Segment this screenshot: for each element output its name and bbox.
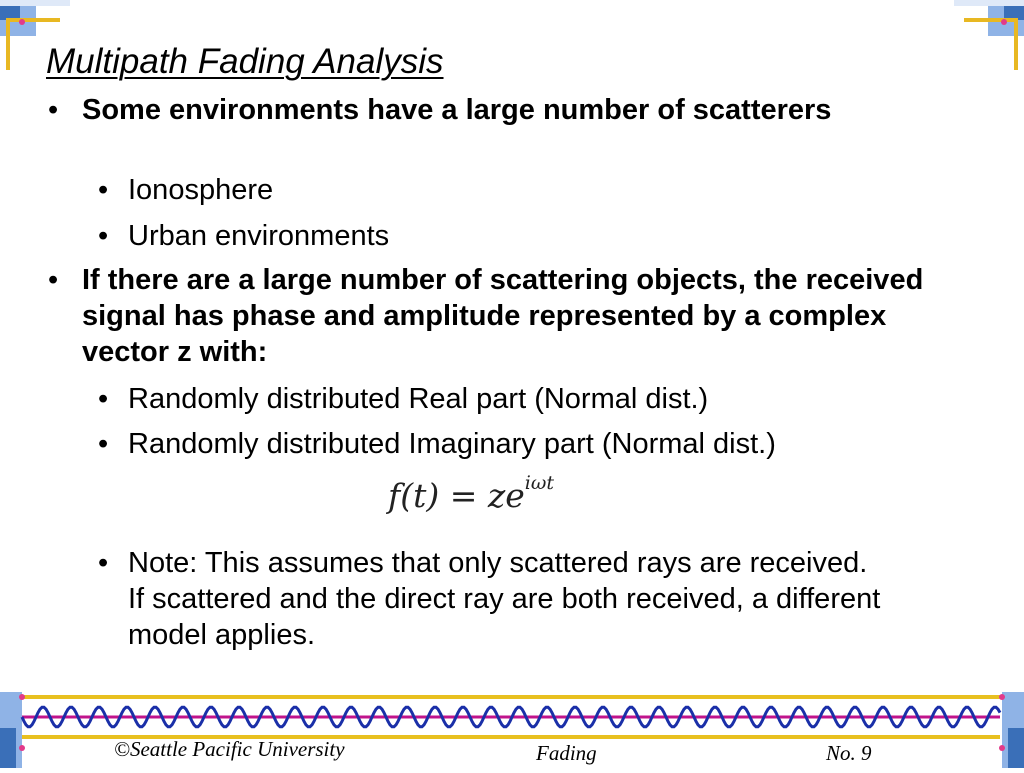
footer-copyright: ©Seattle Pacific University (114, 737, 345, 761)
bullet-2-text: If there are a large number of scattering objects, the received signal has phase and amplitude represented by a complex vector z with: (82, 264, 924, 368)
bullet-2-sub-2: Randomly distributed Imaginary part (Normal dist.) (128, 428, 776, 460)
formula-exponent: iωt (524, 472, 554, 494)
corner-decoration-top-right (954, 0, 1024, 70)
bullet-2-sub-1: Randomly distributed Real part (Normal dist.) (128, 383, 709, 415)
sub-bullet-marker: • (98, 383, 109, 415)
footer-page-number: No. 9 (826, 741, 872, 765)
formula (388, 472, 554, 515)
sub-bullet-marker: • (98, 428, 109, 460)
sub-bullet-marker: • (98, 547, 109, 579)
bullet-1-sub-1: Ionosphere (128, 174, 274, 206)
bullet-1-sub-2: Urban environments (128, 220, 390, 252)
sub-bullet-marker: • (98, 174, 109, 206)
bullet-marker: • (48, 94, 59, 126)
bullet-marker: • (48, 264, 59, 296)
slide-title: Multipath Fading Analysis (46, 42, 444, 81)
footer-topic: Fading (536, 741, 597, 765)
note-text: Note: This assumes that only scattered rays are received. If scattered and the direct ray are both received, a different model applies. (128, 547, 881, 651)
formula-base: f(t) = ze (388, 476, 525, 515)
sub-bullet-marker: • (98, 220, 109, 252)
bullet-1-text: Some environments have a large number of scatterers (82, 94, 832, 126)
